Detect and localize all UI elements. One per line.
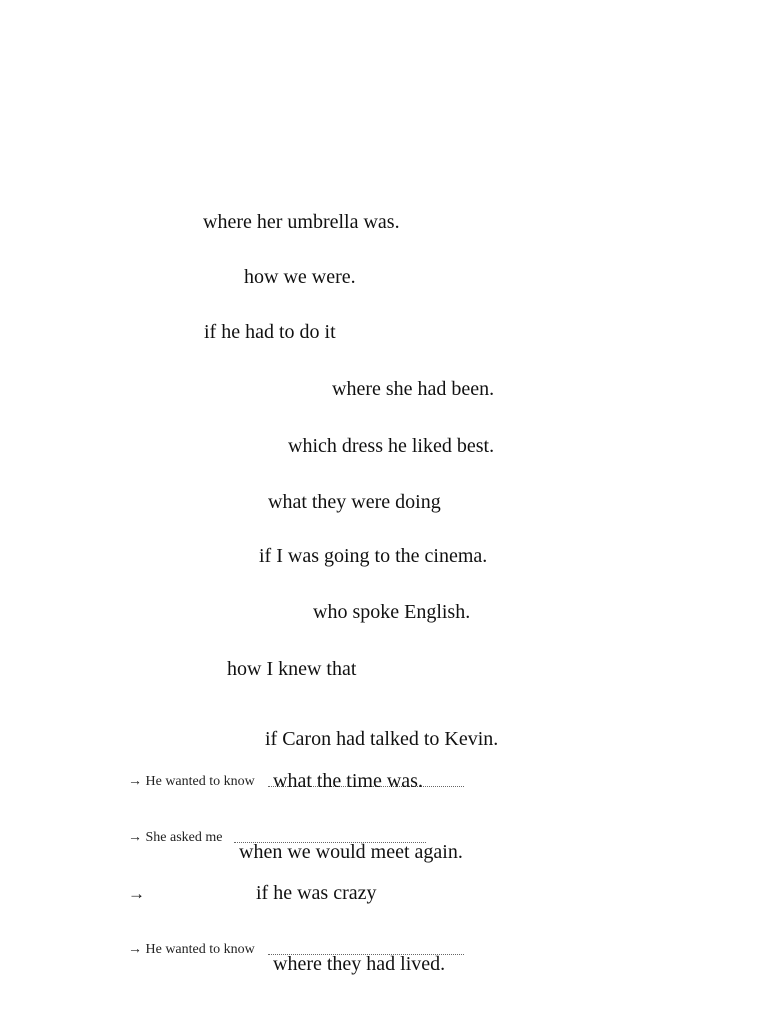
exercise-4-prompt: → He wanted to know: [128, 942, 255, 957]
answer-line-3: if he had to do it: [204, 321, 336, 343]
answer-line-4: where she had been.: [332, 378, 495, 400]
answer-line-6: what they were doing: [268, 491, 441, 513]
answer-line-9: how I knew that: [227, 658, 357, 680]
answer-line-10: if Caron had talked to Kevin.: [265, 728, 499, 750]
answer-line-5: which dress he liked best.: [288, 435, 495, 457]
exercise-2-prompt: → She asked me: [128, 830, 223, 845]
exercise-3-prompt: →: [128, 884, 145, 903]
exercise-1-answer: what the time was.: [273, 770, 423, 792]
exercise-1-prompt: → He wanted to know: [128, 774, 255, 789]
exercise-2-answer: when we would meet again.: [239, 841, 463, 863]
answer-line-1: where her umbrella was.: [203, 211, 400, 233]
answer-line-8: who spoke English.: [313, 601, 471, 623]
answer-line-2: how we were.: [244, 266, 356, 288]
exercise-4-answer: where they had lived.: [273, 953, 446, 975]
answer-line-7: if I was going to the cinema.: [259, 545, 488, 567]
exercise-3-answer: if he was crazy: [256, 882, 377, 904]
